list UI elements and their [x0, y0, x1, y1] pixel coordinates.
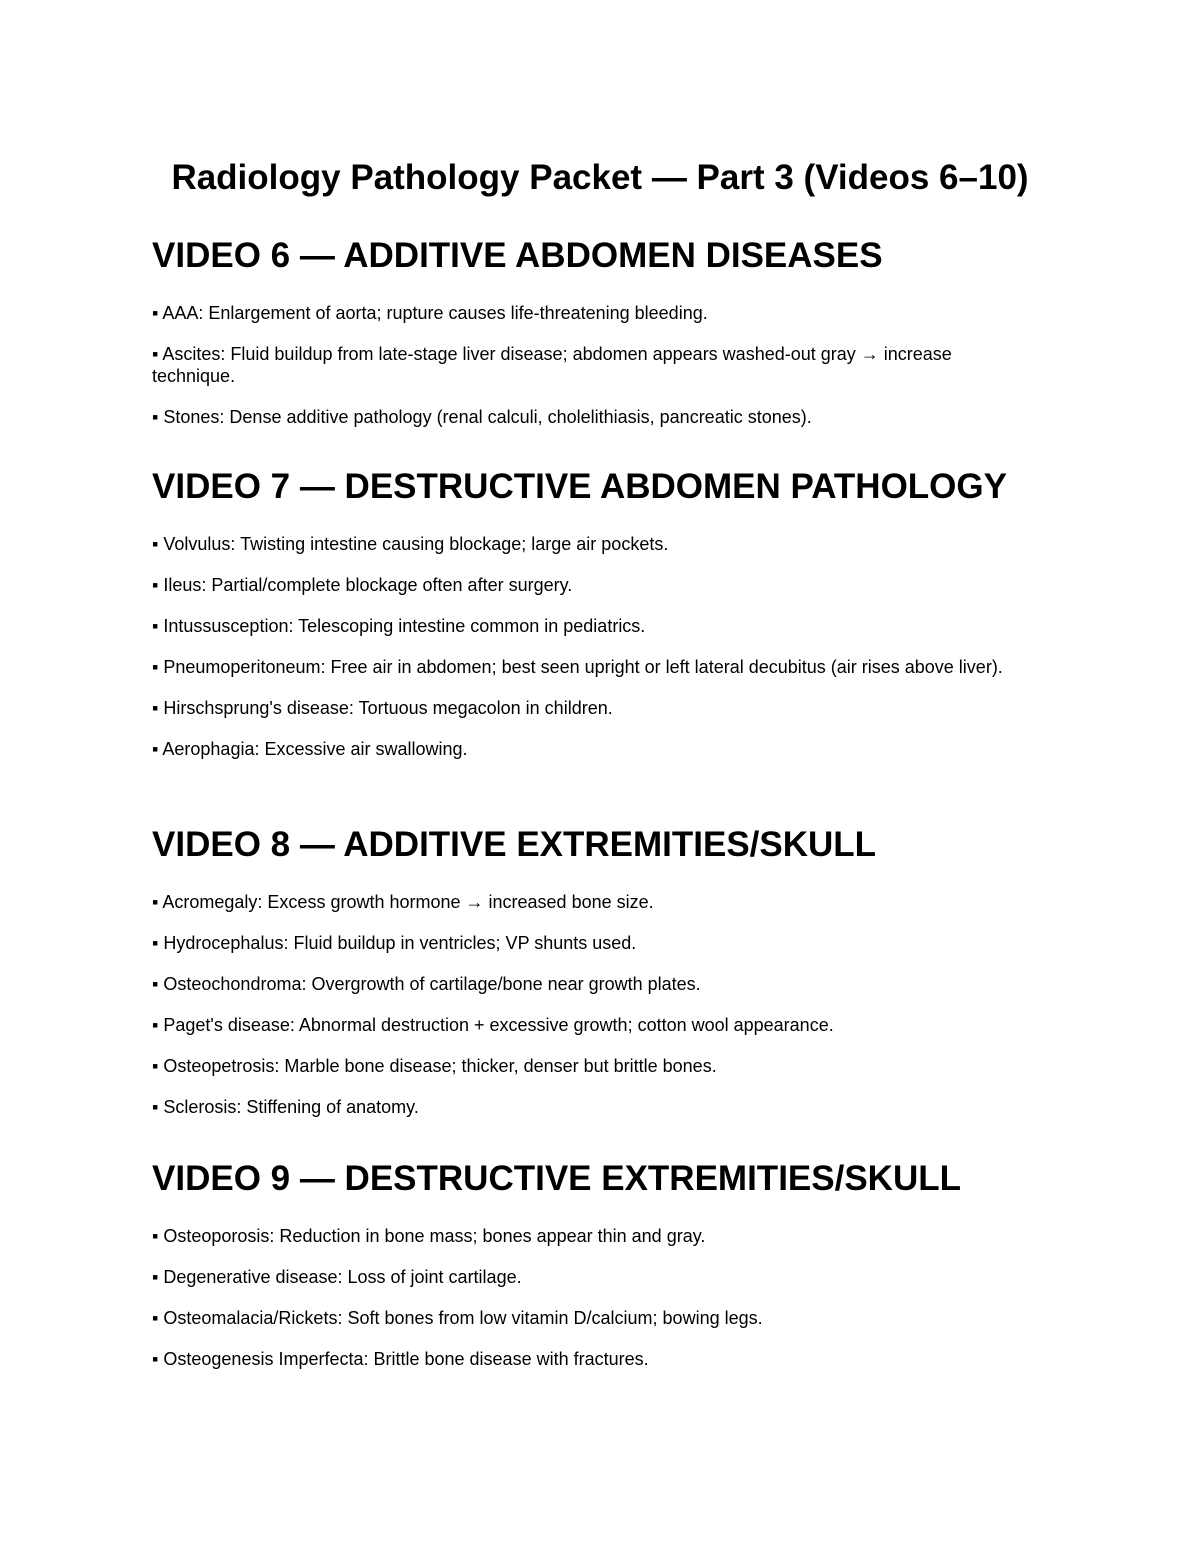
list-item: ▪ Osteogenesis Imperfecta: Brittle bone disease with fractures.	[152, 1349, 649, 1369]
list-item: ▪ Pneumoperitoneum: Free air in abdomen; best seen upright or left lateral decubitus (air rises above liver).	[152, 657, 1003, 677]
list-item: ▪ Osteopetrosis: Marble bone disease; thicker, denser but brittle bones.	[152, 1056, 717, 1076]
list-item: ▪ Intussusception: Telescoping intestine common in pediatrics.	[152, 616, 646, 636]
list-item: ▪ Degenerative disease: Loss of joint cartilage.	[152, 1267, 522, 1287]
list-item: ▪ Osteomalacia/Rickets: Soft bones from low vitamin D/calcium; bowing legs.	[152, 1308, 763, 1328]
section-video-6	[152, 234, 1052, 447]
list-item: ▪ Volvulus: Twisting intestine causing blockage; large air pockets.	[152, 534, 669, 554]
section-heading: VIDEO 9 — DESTRUCTIVE EXTREMITIES/SKULL	[152, 1159, 961, 1198]
list-item: ▪ Acromegaly: Excess growth hormone → increased bone size.	[152, 892, 654, 912]
list-item: ▪ Hirschsprung's disease: Tortuous megacolon in children.	[152, 698, 613, 718]
section-video-9	[152, 1157, 1052, 1389]
list-item: ▪ Osteoporosis: Reduction in bone mass; bones appear thin and gray.	[152, 1226, 706, 1246]
section-video-8	[152, 823, 1052, 1137]
list-item: ▪ Ileus: Partial/complete blockage often after surgery.	[152, 575, 573, 595]
list-item: ▪ Paget's disease: Abnormal destruction + excessive growth; cotton wool appearance.	[152, 1015, 834, 1035]
list-item: ▪ Sclerosis: Stiffening of anatomy.	[152, 1097, 419, 1117]
section-heading: VIDEO 8 — ADDITIVE EXTREMITIES/SKULL	[152, 825, 877, 864]
list-item: ▪ AAA: Enlargement of aorta; rupture causes life-threatening bleeding.	[152, 303, 708, 323]
list-item: ▪ Hydrocephalus: Fluid buildup in ventricles; VP shunts used.	[152, 933, 637, 953]
list-item: ▪ Stones: Dense additive pathology (renal calculi, cholelithiasis, pancreatic stones).	[152, 407, 812, 427]
section-heading: VIDEO 6 — ADDITIVE ABDOMEN DISEASES	[152, 236, 883, 275]
list-item: ▪ Aerophagia: Excessive air swallowing.	[152, 739, 468, 759]
section-heading: VIDEO 7 — DESTRUCTIVE ABDOMEN PATHOLOGY	[152, 467, 1007, 506]
list-item: ▪ Ascites: Fluid buildup from late-stage liver disease; abdomen appears washed-out gray → increase technique.	[152, 344, 952, 386]
document-title: Radiology Pathology Packet — Part 3 (Videos 6–10)	[171, 158, 1029, 197]
section-video-7	[152, 465, 1052, 779]
list-item: ▪ Osteochondroma: Overgrowth of cartilage/bone near growth plates.	[152, 974, 701, 994]
